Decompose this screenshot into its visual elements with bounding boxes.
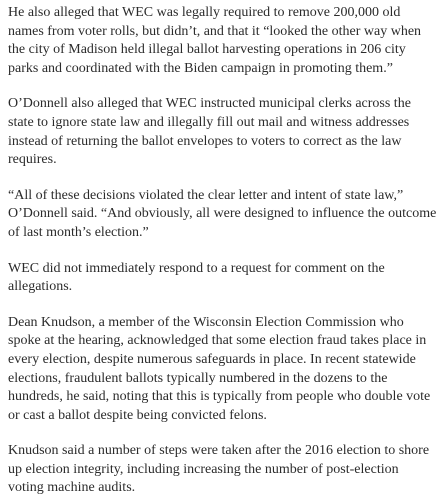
paragraph-6: Knudson said a number of steps were taken after the 2016 election to shore up election integrity, including increasing the number of post-election voting machine audits. (8, 443, 430, 496)
paragraph-2: O’Donnell also alleged that WEC instructed municipal clerks across the state to ignore state law and illegally fill out mail and witness addresses instead of returning the ballot envelopes to voters to correct as the law requires. (8, 96, 411, 168)
paragraph-4: WEC did not immediately respond to a request for comment on the allegations. (8, 260, 385, 295)
paragraph-3: “All of these decisions violated the clear letter and intent of state law,” O’Donnell said. “And obviously, all were designed to influence the outcome of last month’s election.” (8, 187, 437, 240)
paragraph-1: He also alleged that WEC was legally required to remove 200,000 old names from voter rolls, but didn’t, and that it “looked the other way when the city of Madison held illegal ballot harvesting operations in 206 city parks and coordinated with the Biden campaign in promoting them.” (8, 5, 422, 76)
paragraph-5: Dean Knudson, a member of the Wisconsin Election Commission who spoke at the hearing, acknowledged that some election fraud takes place in every election, despite numerous safeguards in place. In recent statewide elections, fraudulent ballots typically numbered in the dozens to the hundreds, he said, noting that this is typically from people who double vote or cast a ballot despite being convicted felons. (8, 314, 431, 423)
